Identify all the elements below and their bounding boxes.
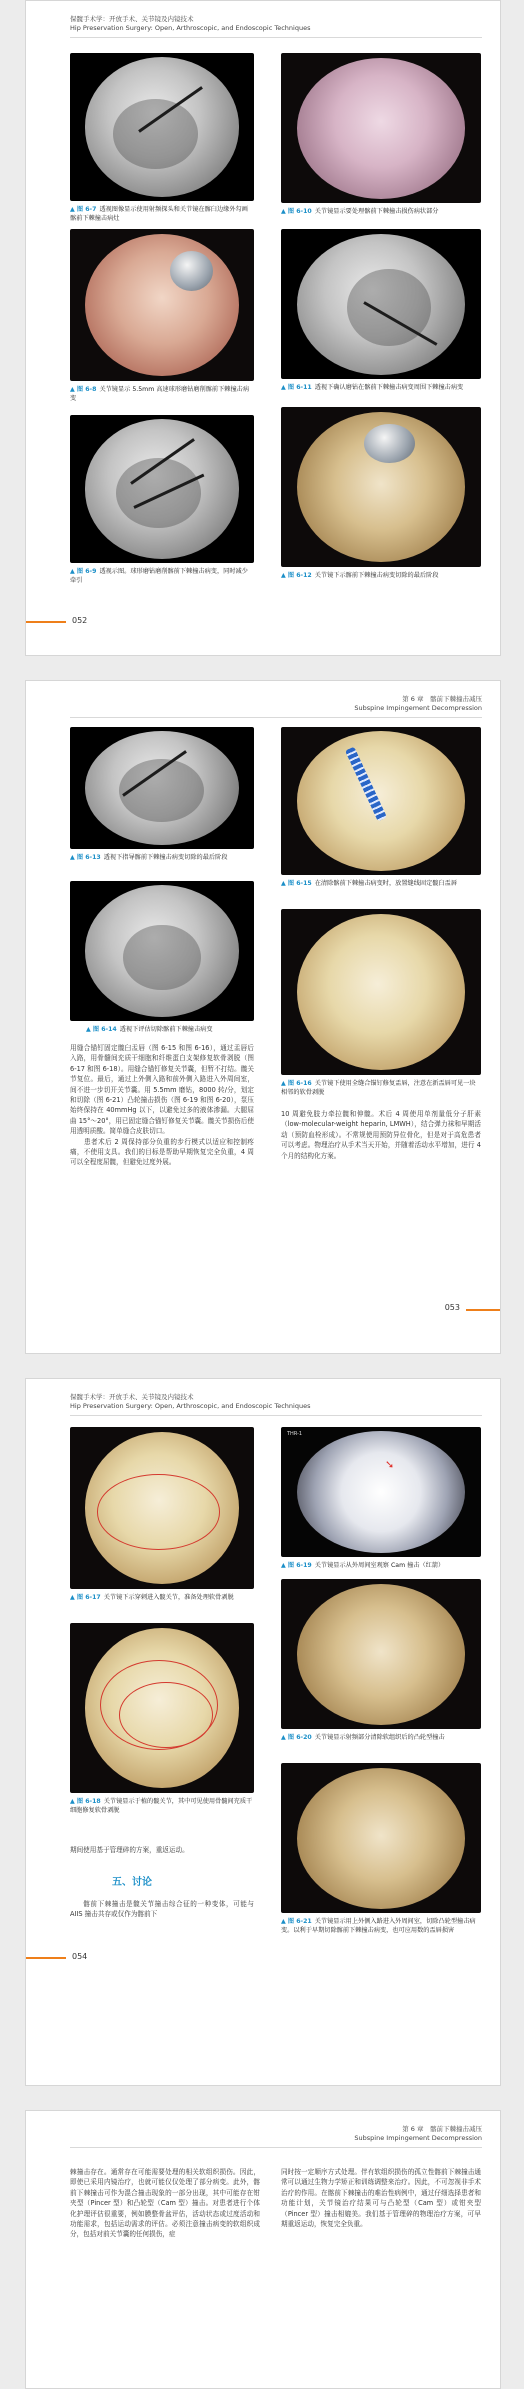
page-number: 052 — [72, 616, 88, 625]
book-page-053 — [25, 680, 501, 1354]
figure-6-21-caption: ▲ 图 6-21 关节镜显示用上外侧入路进入外周间室，切除凸轮型撞击病变。以利于早期切除髂前下棘撞击病变，也可应用数的盂唇损害 — [281, 1918, 476, 1934]
figure-6-12-image — [281, 407, 481, 567]
body-text-right: 同时按一定顺序方式处理。伴有软组织损伤的孤立性髂前下棘撞击通常可以通过生物力学矫正和训练调整来治疗。因此，不可忽视非手术治疗的作用。在髂前下棘撞击的难治性病例中，通过仔细选择患者和功能计划，关节镜治疗结果可与凸轮型（Cam 型）或钳夹型（Pincer 型）撞击相媲美。我们基于管理碎的物理治疗方案，可早期重返运动，恢复完全负重。 — [281, 2168, 481, 2229]
header-divider — [70, 2147, 482, 2148]
figure-6-7-image — [70, 53, 254, 201]
figure-6-9-image — [70, 415, 254, 563]
header-title-en: Subspine Impingement Decompression — [354, 704, 482, 712]
page-header — [354, 2125, 482, 2143]
page-number: 053 — [444, 1303, 460, 1312]
figure-6-11-caption: ▲ 图 6-11 透视下确认磨钻在髂前下棘撞击病变周围下棘撞击病变 — [281, 384, 464, 391]
figure-6-18-caption: ▲ 图 6-18 关节镜显示于植的髋关节，其中可见使用骨髓间充质干细胞修复软骨剥脱 — [70, 1798, 253, 1814]
figure-6-20-image — [281, 1579, 481, 1729]
header-divider — [70, 1415, 482, 1416]
figure-6-15-image — [281, 727, 481, 875]
figure-6-18-image — [70, 1623, 254, 1793]
page-number-bar — [466, 1309, 500, 1311]
figure-6-11-image — [281, 229, 481, 379]
header-title-cn: 第 6 章 髂前下棘撞击减压 — [402, 695, 482, 703]
figure-6-17-image — [70, 1427, 254, 1589]
header-title-cn: 第 6 章 髂前下棘撞击减压 — [402, 2125, 482, 2133]
header-title-cn: 保髋手术学：开放手术、关节镜及内镜技术 — [70, 1393, 194, 1401]
header-title-cn: 保髋手术学：开放手术、关节镜及内镜技术 — [70, 15, 194, 23]
figure-6-13-caption: ▲ 图 6-13 透视下指导髂前下棘撞击病变切除的最后阶段 — [70, 854, 228, 861]
page-number-bar — [26, 621, 66, 623]
figure-6-17-caption: ▲ 图 6-17 关节镜下示穿刺进入髋关节，准备处理软骨剥脱 — [70, 1594, 234, 1601]
book-page-055 — [25, 2110, 501, 2389]
figure-6-10-image — [281, 53, 481, 203]
header-title-en: Hip Preservation Surgery: Open, Arthroscopic, and Endoscopic Techniques — [70, 1402, 311, 1410]
figure-6-15-caption: ▲ 图 6-15 在清除髂前下棘撞击病变时，放置缝线固定髋臼盂唇 — [281, 880, 458, 887]
header-divider — [70, 717, 482, 718]
figure-6-7-caption: ▲ 图 6-7 透视图像显示使用射频探头和关节镜在髂臼边缘外勾画髂前下棘撞击病灶 — [70, 206, 248, 222]
body-text-left: 棘撞击存在。通常存在可能需要处理的相关软组织损伤。因此，即使已采用内镜治疗，也就可能仅仅处理了部分病变。此外，髂前下棘撞击可作为混合撞击现象的一部分出现，其中可能存在钳夹型（Pincer 型）和凸轮型（Cam 型）撞击。对患者进行个体化护理评估很重要，例如膜整骨盆评估，活动状态或过度活动和功能需求，包括运动需求的评估。必须注意撞击病变的软组织成分，包括对前关节囊的任何损伤，症 — [70, 2168, 260, 2239]
red-arrow-icon: ➘ — [385, 1458, 395, 1472]
figure-6-16-image — [281, 909, 481, 1075]
figure-6-21-image — [281, 1763, 481, 1913]
body-text-right: 10 周避免肢力牵拉髋和伸髋。术后 4 周使用单剂量低分子肝素（low-molecular-weight heparin, LMWH），结合弹力袜和早期活动（预防血栓形成）。不常规使用预防异位骨化，但是对于高危患者可以考虑。物理治疗从手术当天开始，并随着活动水平增加，进行 4 个月的结构化方案。 — [281, 1110, 481, 1160]
body-text-left-continued: 髂前下棘撞击是髋关节撞击综合征的一种变体，可能与 AIIS 撞击共存或仅作为髂前下 — [70, 1900, 254, 1919]
figure-6-14-image — [70, 881, 254, 1021]
figure-6-12-caption: ▲ 图 6-12 关节镜下示髂前下棘撞击病变切除的最后阶段 — [281, 572, 439, 579]
page-number: 054 — [72, 1952, 88, 1961]
book-page-054 — [25, 1378, 501, 2086]
figure-6-8-caption: ▲ 图 6-8 关节镜显示 5.5mm 高速球形磨钻磨削髂前下棘撞击病变 — [70, 386, 250, 402]
figure-6-10-caption: ▲ 图 6-10 关节镜显示要处理髂前下棘撞击损伤病状部分 — [281, 208, 439, 215]
figure-6-8-image — [70, 229, 254, 381]
header-title-en: Hip Preservation Surgery: Open, Arthroscopic, and Endoscopic Techniques — [70, 24, 311, 32]
figure-6-16-caption: ▲ 图 6-16 关节镜下使用全缝合锚钉修复盂唇，注意在新盂唇可见一块相邻的软骨剥脱 — [281, 1080, 476, 1096]
header-divider — [70, 37, 482, 38]
figure-6-20-caption: ▲ 图 6-20 关节镜显示射频部分清除软组织后的凸轮型撞击 — [281, 1734, 445, 1741]
page-header — [354, 695, 482, 713]
body-text-left: 期间使用基于管理碎的方案，重返运动。 — [70, 1846, 189, 1854]
figure-6-19-image — [281, 1427, 481, 1557]
figure-6-9-caption: ▲ 图 6-9 透视示图。球形磨钻磨削髂前下棘撞击病变，同时减少牵引 — [70, 568, 248, 584]
page-header — [70, 15, 310, 33]
figure-6-19-label: THR-1 — [287, 1431, 303, 1437]
figure-6-19-caption: ▲ 图 6-19 关节镜显示从外周间室观察 Cam 撞击（红箭） — [281, 1562, 445, 1569]
section-title: 五、讨论 — [112, 1877, 152, 1888]
book-page-052 — [25, 0, 501, 656]
header-title-en: Subspine Impingement Decompression — [354, 2134, 482, 2142]
page-header — [70, 1393, 310, 1411]
figure-6-13-image — [70, 727, 254, 849]
body-text-left: 用缝合锚钉固定髋臼盂唇（图 6-15 和图 6-16），通过盂唇后入路，用骨髓间充质干细胞和纤维蛋白支架修复软骨剥脱（图 6-17 和图 6-18）。用缝合锚钉修复关节囊，但暂不打结。髋关节复位。最后，通过上外侧入路和前外侧入路进入外周间室，间不进一步切开关节囊。用 5.5mm 磨钻，8000 转/分，划定和切除（图 6-21）凸轮撞击损伤（图 6-19 和图 6-20），泵压始终保持在 40mmHg 以下，以避免过多的液体渗漏。大腿屈曲 15°～20°，用已固定缝合锚钉修复关节囊。髋关节损伤后使用透明质酸。简单缝合皮肤切口。 患者术后 2 周保持部分负重的步行模式以适应和控制疼痛，不使用支具。我们的目标是帮助早期恢复完全负重，4 周可以全程度屈髋，但避免过度外展。 — [70, 1044, 254, 1167]
page-number-bar — [26, 1957, 66, 1959]
figure-6-14-caption: ▲ 图 6-14 透视下评估切除髂前下棘撞击病变 — [86, 1026, 213, 1033]
